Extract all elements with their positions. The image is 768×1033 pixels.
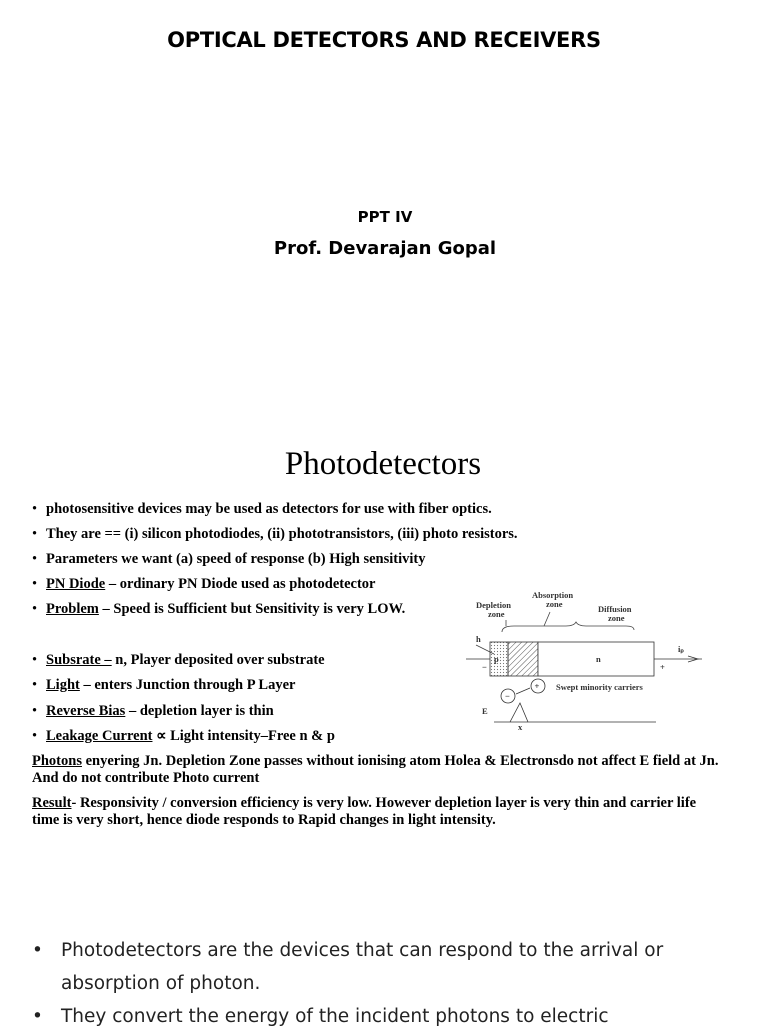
- term-pn-diode: PN Diode: [46, 576, 106, 592]
- list-item: • PN Diode – ordinary PN Diode used as photodetector: [32, 576, 376, 592]
- minus-terminal: −: [482, 662, 487, 672]
- list-item: • Problem – Speed is Sufficient but Sensitivity is very LOW.: [32, 601, 406, 617]
- depletion-zone-label-2: zone: [488, 609, 505, 619]
- bullet-icon: •: [32, 526, 38, 542]
- term-leakage-current: Leakage Current: [46, 728, 153, 744]
- diffusion-zone-label-2: zone: [608, 613, 625, 623]
- bullet-icon: •: [32, 576, 38, 592]
- absorption-zone-label-2: zone: [546, 599, 563, 609]
- photodiode-diagram: [466, 590, 708, 730]
- bullet-list: [32, 934, 732, 1033]
- bullet-icon: •: [32, 940, 43, 961]
- bullet-icon: •: [32, 703, 38, 719]
- n-label: n: [596, 654, 601, 664]
- bullet-icon: •: [32, 601, 38, 617]
- depletion-zone-label: Depletion: [476, 600, 511, 610]
- slide-title: Photodetectors: [284, 446, 482, 482]
- bullet-icon: •: [32, 677, 38, 693]
- term-problem: Problem: [46, 601, 99, 617]
- bullet-icon: •: [32, 551, 38, 567]
- bullet-icon: •: [32, 501, 38, 517]
- x-axis-label: x: [518, 722, 523, 730]
- photodetectors-slide: [0, 420, 768, 890]
- list-item: • Reverse Bias – depletion layer is thin: [32, 703, 274, 719]
- list-item: • They convert the energy of the incident photons to electric: [32, 1000, 732, 1033]
- list-item: • Parameters we want (a) speed of response (b) High sensitivity: [32, 551, 426, 567]
- list-item: • photosensitive devices may be used as detectors for use with fiber optics.: [32, 501, 492, 517]
- list-item: • Subsrate – n, Player deposited over substrate: [32, 652, 325, 668]
- bullet-icon: •: [32, 1006, 43, 1027]
- slide-title: OPTICAL DETECTORS AND RECEIVERS: [167, 28, 601, 52]
- title-slide: [0, 0, 768, 420]
- p-label: p: [494, 654, 499, 664]
- term-reverse-bias: Reverse Bias: [46, 703, 126, 719]
- ip-label: iₚ: [678, 644, 685, 654]
- result-paragraph: Result- Responsivity / conversion efficiency is very low. However depletion layer is very thin and carrier life time is very short, hence diode responds to Rapid changes in light intensity.: [32, 795, 697, 828]
- author-name: Prof. Devarajan Gopal: [273, 238, 497, 259]
- slide-subtitle: PPT IV: [357, 208, 413, 226]
- term-result: Result: [32, 795, 72, 811]
- list-item: • Light – enters Junction through P Layer: [32, 677, 296, 693]
- list-item: • They are == (i) silicon photodiodes, (ii) phototransistors, (iii) photo resistors.: [32, 526, 518, 542]
- bullet-icon: •: [32, 652, 38, 668]
- svg-text:+: +: [534, 681, 540, 691]
- svg-text:−: −: [505, 691, 510, 701]
- term-photons: Photons: [32, 753, 82, 769]
- term-light: Light: [46, 677, 80, 693]
- term-substrate: Subsrate –: [46, 652, 112, 668]
- list-item: • Leakage Current ∝ Light intensity–Free n & p: [32, 728, 335, 744]
- swept-carriers-label: Swept minority carriers: [556, 682, 643, 692]
- absorption-zone-label: Absorption: [532, 590, 574, 600]
- list-item: • Photodetectors are the devices that can respond to the arrival or absorption of photon.: [32, 934, 732, 1000]
- h-label: h: [476, 634, 481, 644]
- diffusion-zone-label: Diffusion: [598, 604, 632, 614]
- plus-terminal: +: [660, 662, 665, 672]
- bullet-icon: •: [32, 728, 38, 744]
- e-field-label: E: [482, 706, 488, 716]
- photons-paragraph: Photons enyering Jn. Depletion Zone passes without ionising atom Holea & Electronsdo not affect E field at Jn. And do not contribute Photo current: [32, 753, 719, 786]
- definition-slide: [0, 890, 768, 1027]
